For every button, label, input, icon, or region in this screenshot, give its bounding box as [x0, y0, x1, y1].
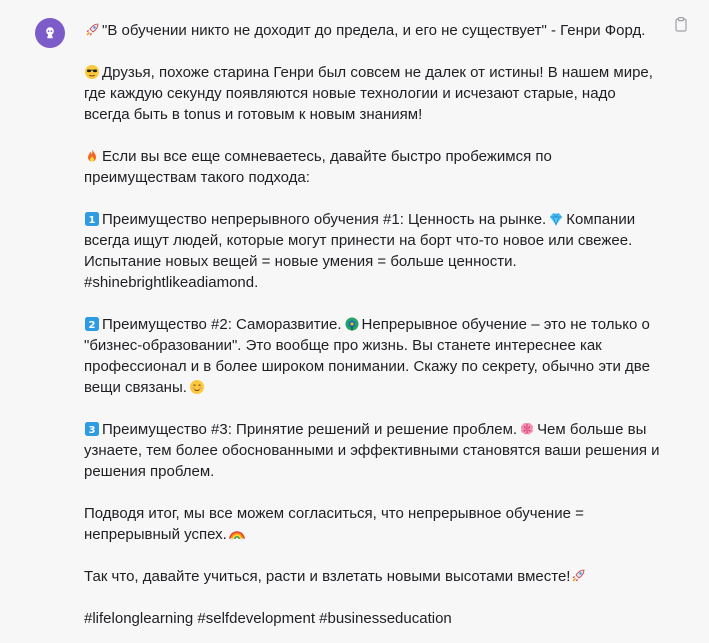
intro-text: Друзья, похоже старина Генри был совсем не далек от истины! В нашем мире, где каждую секунду появляются новые технологии и исчезают старые, надо всегда быть в tonus и готовым к новым знаниям! [84, 64, 653, 123]
paragraph-cta [84, 566, 664, 587]
hashtags-text: #lifelonglearning #selfdevelopment #businesseducation [84, 610, 452, 627]
cta-text: Так что, давайте учиться, расти и взлетать новыми высотами вместе! [84, 568, 571, 585]
smiling-face-icon [189, 379, 205, 395]
svg-text:3: 3 [88, 425, 96, 436]
brain-icon [519, 421, 535, 437]
paragraph-summary [84, 503, 664, 545]
paragraph-benefit-1 [84, 209, 664, 293]
paragraph-doubt [84, 146, 664, 188]
paragraph-benefit-3 [84, 419, 664, 482]
paragraph-hashtags [84, 608, 664, 629]
rainbow-icon [229, 526, 245, 542]
rocket-icon [84, 22, 100, 38]
rocket-icon [570, 568, 586, 584]
benefit-3-title: Преимущество #3: Принятие решений и решение проблем. [102, 421, 518, 438]
fire-icon [84, 148, 100, 164]
keycap-two-icon [84, 316, 100, 332]
message-text [84, 20, 664, 629]
benefit-3-text: Чем больше вы узнаете, тем более обоснованными и эффективными становятся ваши решения и решения проблем. [84, 421, 660, 480]
sunglasses-face-icon [84, 64, 100, 80]
doubt-text: Если вы все еще сомневаетесь, давайте быстро пробежимся по преимуществам такого подхода: [84, 148, 552, 186]
keycap-three-icon [84, 421, 100, 437]
peacock-icon [344, 316, 360, 332]
paragraph-benefit-2 [84, 314, 664, 398]
paragraph-quote [84, 20, 664, 41]
paragraph-intro [84, 62, 664, 125]
benefit-1-title: Преимущество непрерывного обучения #1: Ценность на рынке. [102, 211, 547, 228]
benefit-2-title: Преимущество #2: Саморазвитие. [102, 316, 342, 333]
keycap-one-icon [84, 211, 100, 227]
assistant-avatar-icon [35, 18, 65, 48]
copy-button[interactable] [673, 18, 689, 36]
svg-text:2: 2 [88, 320, 96, 331]
gem-icon [548, 211, 564, 227]
benefit-2-text: Непрерывное обучение – это не только о "бизнес-образовании". Это вообще про жизнь. Вы станете интереснее как профессионал и в более широком понимании. Скажу по секрету, обычно эти две вещи связаны. [84, 316, 650, 396]
clipboard-icon [675, 17, 687, 37]
quote-text: "В обучении никто не доходит до предела, и его не существует" - Генри Форд. [102, 22, 646, 39]
svg-text:1: 1 [88, 215, 96, 226]
benefit-1-text: Компании всегда ищут людей, которые могут принести на борт что-то новое или свежее. Испытание новых вещей = новые умения = больше ценности. #shinebrightlikeadiamond. [84, 211, 636, 291]
summary-text: Подводя итог, мы все можем согласиться, что непрерывное обучение = непрерывный успех. [84, 505, 584, 543]
